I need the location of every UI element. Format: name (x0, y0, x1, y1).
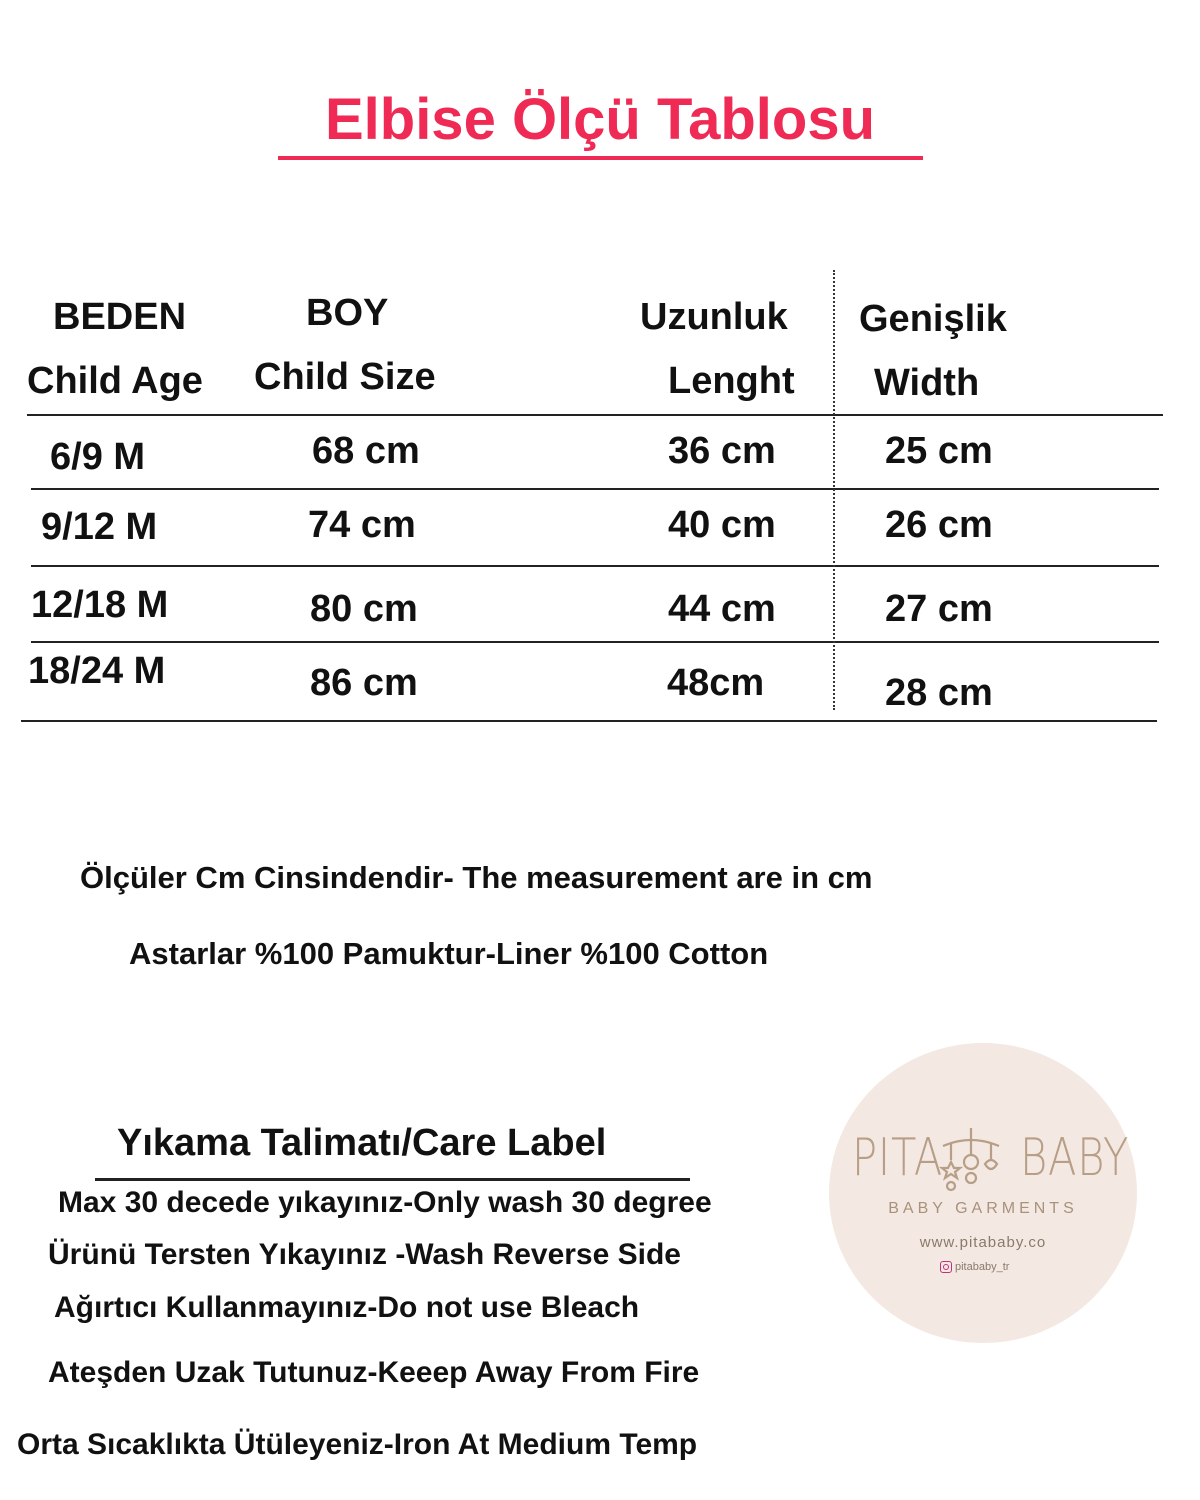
table-divider (31, 488, 1159, 490)
cell-size: 80 cm (310, 588, 418, 630)
care-title: Yıkama Talimatı/Care Label (117, 1122, 607, 1164)
cell-width: 27 cm (885, 588, 993, 630)
logo-tagline: BABY GARMENTS (888, 1200, 1078, 1217)
care-item: Orta Sıcaklıkta Ütüleyeniz-Iron At Medium Temp (17, 1428, 698, 1461)
logo-website: www.pitababy.co (919, 1234, 1047, 1251)
cell-age: 6/9 M (50, 436, 146, 478)
note-measurement: Ölçüler Cm Cinsindendir- The measurement are in cm (80, 860, 873, 895)
cell-length: 48cm (667, 662, 765, 704)
care-item: Ağırtıcı Kullanmayınız-Do not use Bleach (54, 1291, 640, 1324)
care-item: Max 30 decede yıkayınız-Only wash 30 degree (58, 1186, 712, 1219)
header-genislik: Genişlik (859, 298, 1007, 340)
care-title-underline (95, 1178, 690, 1181)
cell-age: 12/18 M (31, 584, 169, 626)
cell-age: 9/12 M (41, 506, 158, 548)
logo-brand-right: BABY (1020, 1128, 1130, 1188)
title-underline (278, 156, 923, 160)
cell-size: 86 cm (310, 662, 418, 704)
cell-age: 18/24 M (28, 650, 166, 692)
logo-brand-left: PITA (852, 1128, 944, 1188)
column-separator (833, 270, 835, 710)
header-length: Lenght (668, 360, 795, 402)
cell-width: 25 cm (885, 430, 993, 472)
cell-length: 36 cm (668, 430, 776, 472)
table-divider (31, 565, 1159, 567)
logo-instagram (940, 1261, 1009, 1273)
table-divider (31, 641, 1159, 643)
note-lining: Astarlar %100 Pamuktur-Liner %100 Cotton (129, 936, 769, 971)
header-width: Width (874, 362, 980, 404)
cell-length: 40 cm (668, 504, 776, 546)
instagram-handle: pitababy_tr (955, 1261, 1010, 1273)
table-divider (27, 414, 1163, 416)
cell-length: 44 cm (668, 588, 776, 630)
cell-size: 74 cm (308, 504, 416, 546)
page-title: Elbise Ölçü Tablosu (324, 87, 876, 152)
care-item: Ateşden Uzak Tutunuz-Keeep Away From Fire (48, 1356, 700, 1389)
header-child-age: Child Age (27, 360, 203, 402)
header-child-size: Child Size (254, 356, 436, 398)
care-item: Ürünü Tersten Yıkayınız -Wash Reverse Side (48, 1238, 681, 1271)
table-divider (21, 720, 1157, 722)
cell-size: 68 cm (312, 430, 420, 472)
header-beden: BEDEN (53, 296, 187, 338)
baby-mobile-icon (937, 1126, 1005, 1196)
cell-width: 28 cm (885, 672, 993, 714)
instagram-icon (940, 1261, 952, 1273)
header-uzunluk: Uzunluk (640, 296, 788, 338)
header-boy: BOY (306, 292, 389, 334)
cell-width: 26 cm (885, 504, 993, 546)
